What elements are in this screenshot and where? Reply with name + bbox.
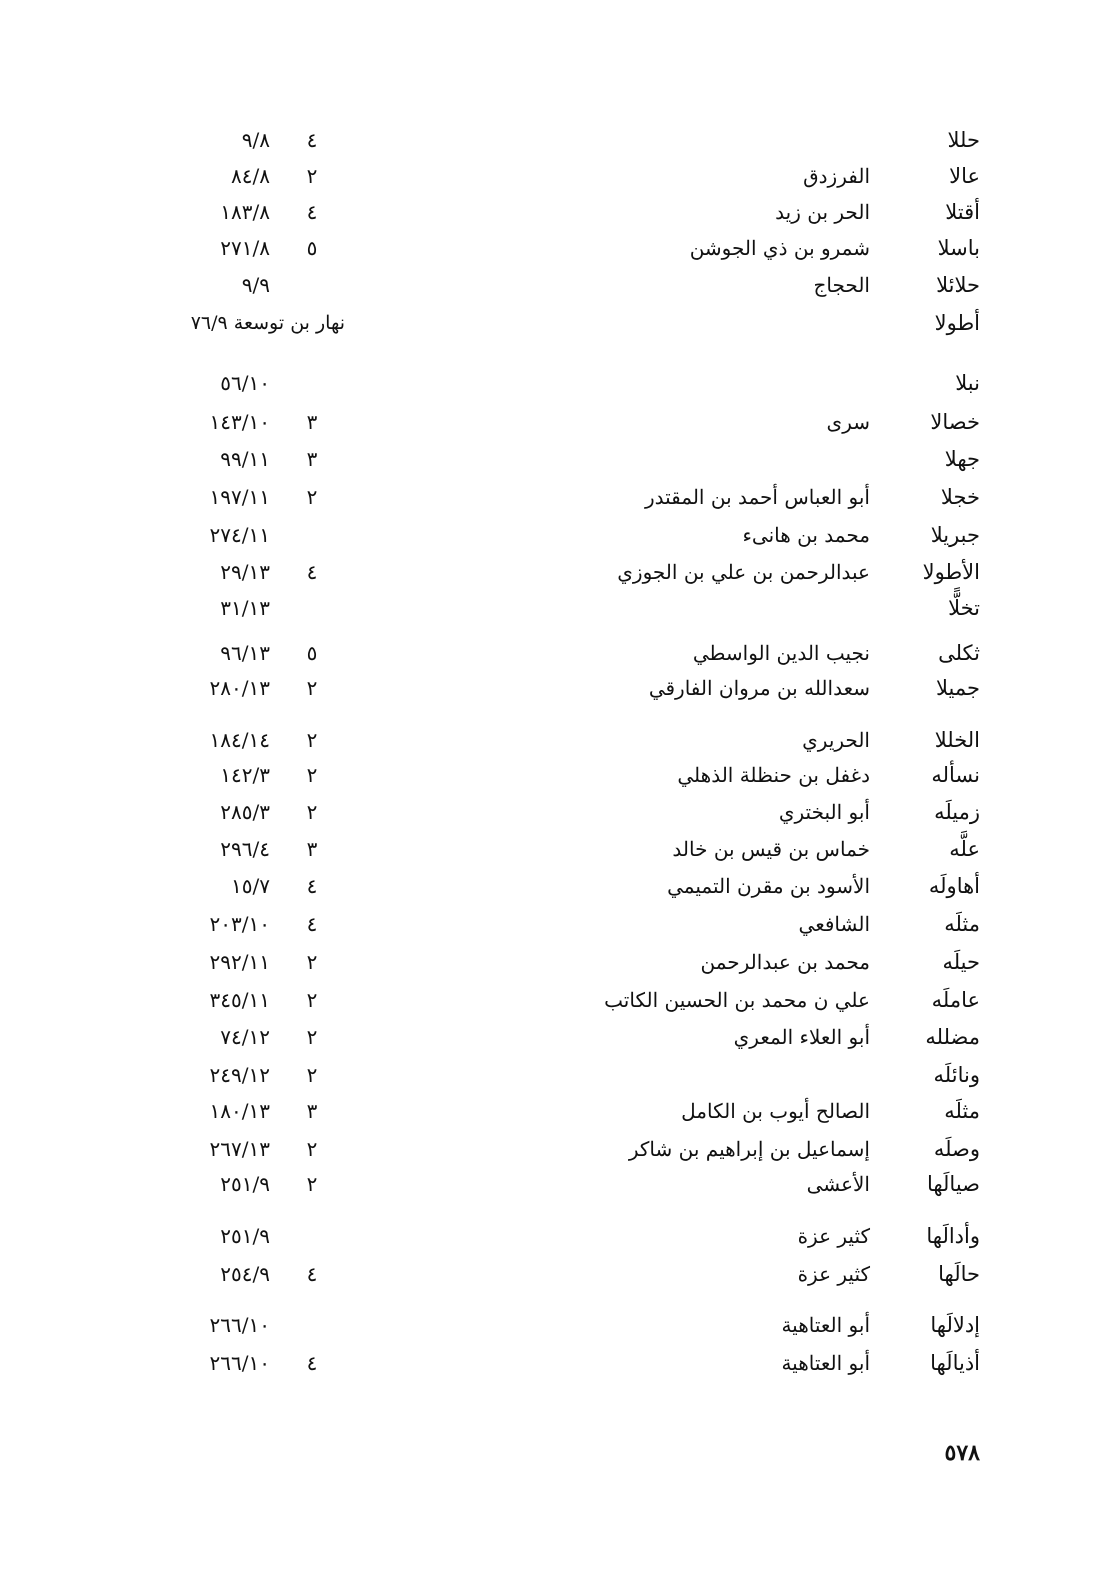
volume-page-ref: ٧٤/١٢	[220, 1025, 270, 1049]
rhyme-word: نسأله	[931, 763, 980, 787]
index-row	[0, 305, 1120, 341]
poet-name: الأعشى	[806, 1172, 870, 1196]
index-row	[0, 1019, 1120, 1055]
poet-name: أبو البختري	[778, 800, 870, 824]
rhyme-word: زميلَه	[934, 800, 980, 824]
poet-name: أبو العباس أحمد بن المقتدر	[644, 485, 870, 509]
rhyme-word: باسلا	[937, 236, 980, 260]
index-row	[0, 670, 1120, 706]
index-row	[0, 794, 1120, 830]
meter-number: ٢	[306, 950, 318, 974]
volume-page-ref: ١٨٤/١٤	[209, 728, 270, 752]
meter-number: ٥	[306, 236, 318, 260]
rhyme-word: مضلله	[925, 1025, 980, 1049]
volume-page-ref: ٥٦/١٠	[220, 371, 270, 395]
volume-page-ref: ٢٩٢/١١	[209, 950, 270, 974]
index-row	[0, 944, 1120, 980]
volume-page-ref: ٩/٨	[241, 128, 270, 152]
poet-name: الشافعي	[798, 912, 870, 936]
index-row	[0, 1345, 1120, 1381]
index-row	[0, 194, 1120, 230]
index-row	[0, 517, 1120, 553]
rhyme-word: أذيالَها	[930, 1351, 980, 1375]
poet-name: سعدالله بن مروان الفارقي	[648, 676, 870, 700]
poet-name: أبو العلاء المعري	[733, 1025, 870, 1049]
index-row	[0, 554, 1120, 590]
rhyme-word: أهاولَه	[928, 874, 980, 898]
volume-page-ref: ٢٨٠/١٣	[209, 676, 270, 700]
volume-page-ref: ٢٥٤/٩	[220, 1262, 270, 1286]
volume-page-ref: ٢٧١/٨	[220, 236, 270, 260]
poet-name: الحجاج	[813, 273, 870, 297]
rhyme-word: وصلَه	[933, 1137, 980, 1161]
poet-name: نجيب الدين الواسطي	[692, 641, 870, 665]
rhyme-word: أقتلا	[945, 200, 980, 224]
rhyme-word: حللا	[947, 128, 980, 152]
meter-number: ٢	[306, 728, 318, 752]
meter-number: ٤	[306, 1351, 318, 1375]
volume-page-ref: ٢٦٧/١٣	[209, 1137, 270, 1161]
index-row	[0, 365, 1120, 401]
rhyme-word: إدلالَها	[930, 1313, 980, 1337]
meter-number: ٣	[306, 447, 318, 471]
index-row	[0, 906, 1120, 942]
meter-number: ٢	[306, 485, 318, 509]
volume-page-ref: ٢٩٦/٤	[220, 837, 270, 861]
poet-name: دغفل بن حنظلة الذهلي	[677, 763, 870, 787]
poet-name: كثير عزة	[797, 1262, 870, 1286]
rhyme-word: عالا	[949, 164, 980, 188]
volume-page-ref: ٨٤/٨	[231, 164, 270, 188]
rhyme-word: عاملَه	[931, 988, 980, 1012]
meter-number: ٢	[306, 1063, 318, 1087]
meter-number: ٢	[306, 763, 318, 787]
rhyme-word: وأدالَها	[926, 1224, 980, 1248]
rhyme-word: حلائلا	[936, 273, 980, 297]
volume-page-ref: ٢٠٣/١٠	[209, 912, 270, 936]
index-row	[0, 1166, 1120, 1202]
volume-page-ref: ٢٥١/٩	[220, 1224, 270, 1248]
poet-name: أبو العتاهية	[781, 1351, 870, 1375]
poet-name: محمد بن عبدالرحمن	[700, 950, 870, 974]
rhyme-word: جبريلا	[930, 523, 980, 547]
volume-page-ref: ١٩٧/١١	[209, 485, 270, 509]
meter-number: ٥	[306, 641, 318, 665]
index-row	[0, 479, 1120, 515]
poet-name: علي ن محمد بن الحسين الكاتب	[604, 988, 870, 1012]
rhyme-word: أطولا	[934, 311, 980, 335]
rhyme-word: مثلَه	[944, 1099, 980, 1123]
poet-name: الحريري	[802, 728, 870, 752]
meter-number: ٤	[306, 128, 318, 152]
meter-number: ٣	[306, 1099, 318, 1123]
rhyme-word: خصالا	[930, 410, 980, 434]
volume-page-ref: ١٨٠/١٣	[209, 1099, 270, 1123]
meter-number: ٤	[306, 560, 318, 584]
rhyme-word: جهلا	[944, 447, 980, 471]
index-row	[0, 230, 1120, 266]
volume-page-ref: ٢٩/١٣	[220, 560, 270, 584]
poet-name: عبدالرحمن بن علي بن الجوزي	[617, 560, 870, 584]
meter-number: ٢	[306, 1137, 318, 1161]
volume-page-ref: ٢٨٥/٣	[220, 800, 270, 824]
poet-name: شمرو بن ذي الجوشن	[689, 236, 870, 260]
index-row	[0, 404, 1120, 440]
poet-name: إسماعيل بن إبراهيم بن شاكر	[628, 1137, 870, 1161]
rhyme-word: خجلا	[940, 485, 980, 509]
rhyme-word: الخللا	[934, 728, 980, 752]
volume-page-ref: ٢٦٦/١٠	[209, 1351, 270, 1375]
rhyme-word: حيلَه	[942, 950, 980, 974]
poet-name: الفرزدق	[803, 164, 870, 188]
poet-name: الحر بن زيد	[775, 200, 870, 224]
meter-number: ٤	[306, 1262, 318, 1286]
index-row	[0, 635, 1120, 671]
meter-number: ٢	[306, 1025, 318, 1049]
rhyme-word: مثلَه	[944, 912, 980, 936]
rhyme-word: تخلًّا	[948, 596, 980, 620]
rhyme-word: علَّه	[949, 837, 980, 861]
index-row	[0, 590, 1120, 626]
volume-page-ref: ٢٤٩/١٢	[209, 1063, 270, 1087]
rhyme-word: جميلا	[936, 676, 980, 700]
index-row	[0, 1131, 1120, 1167]
index-row	[0, 722, 1120, 758]
page-number: ٥٧٨	[944, 1440, 980, 1466]
meter-number: ٢	[306, 676, 318, 700]
rhyme-word: ونائلَه	[933, 1063, 980, 1087]
rhyme-word: نبلا	[955, 371, 980, 395]
rhyme-word: حالَها	[938, 1262, 980, 1286]
volume-page-ref: ٣١/١٣	[220, 596, 270, 620]
index-row	[0, 831, 1120, 867]
rhyme-word: الأطولا	[922, 560, 980, 584]
meter-number: ٣	[306, 837, 318, 861]
meter-number: ٤	[306, 874, 318, 898]
index-row	[0, 122, 1120, 158]
index-row	[0, 982, 1120, 1018]
index-row	[0, 757, 1120, 793]
rhyme-word: ثكلى	[938, 641, 980, 665]
rhyme-word: صيالَها	[926, 1172, 980, 1196]
volume-page-ref: ٢٦٦/١٠	[209, 1313, 270, 1337]
meter-number: ٢	[306, 164, 318, 188]
index-row	[0, 441, 1120, 477]
index-row	[0, 1057, 1120, 1093]
volume-page-ref: ٩/٩	[241, 273, 270, 297]
meter-number: ٢	[306, 1172, 318, 1196]
meter-number: ٢	[306, 800, 318, 824]
poet-name: سرى	[826, 410, 870, 434]
index-row	[0, 868, 1120, 904]
meter-number: ٢	[306, 988, 318, 1012]
meter-number: ٤	[306, 200, 318, 224]
volume-page-ref: ١٥/٧	[231, 874, 270, 898]
volume-page-ref: ٢٥١/٩	[220, 1172, 270, 1196]
index-row	[0, 1218, 1120, 1254]
index-row	[0, 1307, 1120, 1343]
poet-name: خماس بن قيس بن خالد	[672, 837, 870, 861]
volume-page-ref: ٩٦/١٣	[220, 641, 270, 665]
volume-page-ref: ٩٩/١١	[220, 447, 270, 471]
meter-number: ٤	[306, 912, 318, 936]
meter-number: ٣	[306, 410, 318, 434]
volume-page-ref: ٢٧٤/١١	[209, 523, 270, 547]
extra-ref: نهار بن توسعة ٧٦/٩	[190, 312, 345, 334]
index-row	[0, 158, 1120, 194]
poet-name: كثير عزة	[797, 1224, 870, 1248]
volume-page-ref: ١٤٢/٣	[220, 763, 270, 787]
volume-page-ref: ٣٤٥/١١	[209, 988, 270, 1012]
volume-page-ref: ١٨٣/٨	[220, 200, 270, 224]
index-row	[0, 267, 1120, 303]
poet-name: الصالح أيوب بن الكامل	[681, 1099, 870, 1123]
poet-name: أبو العتاهية	[781, 1313, 870, 1337]
index-row	[0, 1256, 1120, 1292]
index-row	[0, 1093, 1120, 1129]
poet-name: محمد بن هانىء	[742, 523, 870, 547]
volume-page-ref: ١٤٣/١٠	[209, 410, 270, 434]
poet-name: الأسود بن مقرن التميمي	[667, 874, 870, 898]
